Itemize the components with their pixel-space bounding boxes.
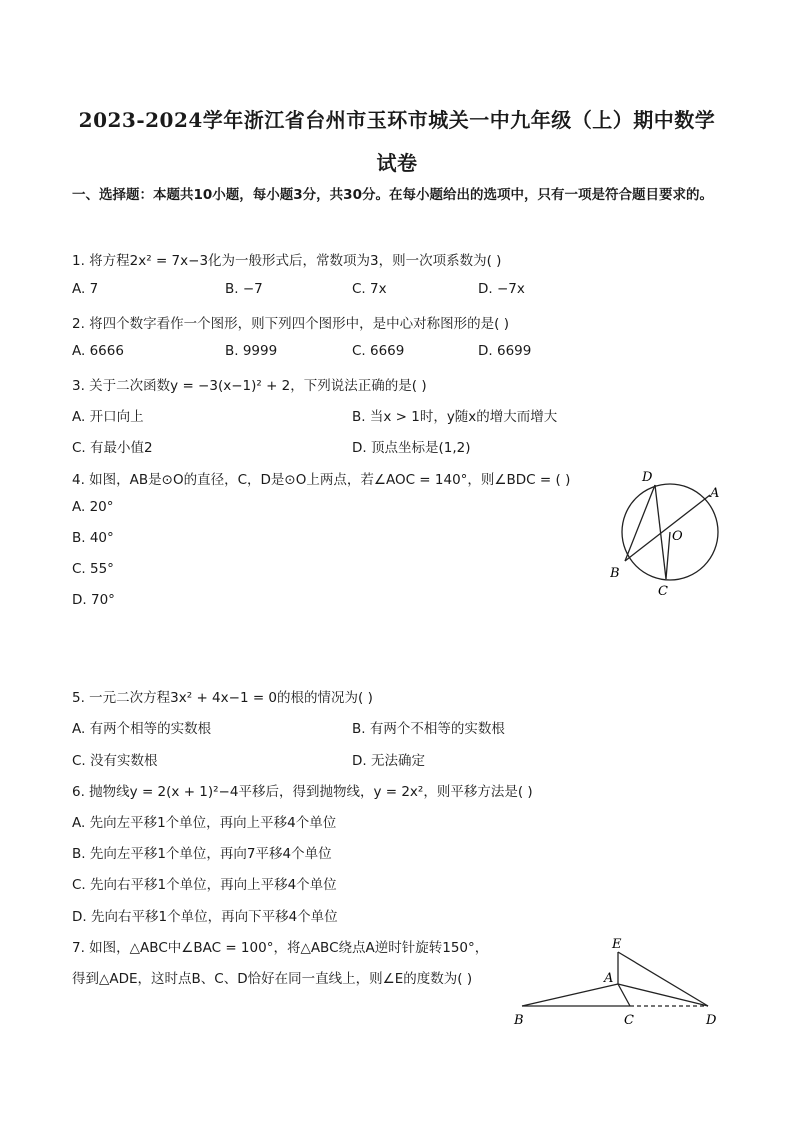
q5-option-a: A. 有两个相等的实数根 [72, 721, 212, 737]
question-5-stem: 5. 一元二次方程3x² + 4x−1 = 0的根的情况为( ) [72, 690, 373, 706]
label-d: D [706, 1013, 717, 1027]
q6-option-b: B. 先向左平移1个单位，再向7平移4个单位 [72, 846, 332, 862]
q3-option-c: C. 有最小值2 [72, 440, 153, 456]
q4-option-d: D. 70° [72, 592, 115, 608]
q4-option-a: A. 20° [72, 499, 114, 515]
exam-title-line1: 2023-2024学年浙江省台州市玉环市城关一中九年级（上）期中数学 [78, 108, 716, 132]
q1-option-d: D. −7x [478, 281, 525, 297]
q2-option-b: B. 9999 [225, 343, 278, 359]
label-a: A [710, 486, 720, 501]
label-a: A [604, 971, 614, 986]
rotation-figure [510, 932, 725, 1027]
circle-figure [610, 465, 740, 600]
label-b: B [610, 566, 620, 581]
section-instructions: 一、选择题：本题共10小题，每小题3分，共30分。在每小题给出的选项中，只有一项是符合题目要求的。 [72, 187, 713, 203]
label-o: O [672, 529, 683, 544]
q2-option-a: A. 6666 [72, 343, 124, 359]
question-7-stem-line2: 得到△ADE，这时点B、C、D恰好在同一直线上，则∠E的度数为( ) [72, 971, 473, 987]
segment-ed [618, 952, 708, 1006]
label-c: C [658, 584, 668, 599]
q4-option-b: B. 40° [72, 530, 114, 546]
segment-ad [618, 984, 708, 1006]
question-7-stem-line1: 7. 如图，△ABC中∠BAC = 100°，将△ABC绕点A逆时针旋转150°， [72, 940, 489, 956]
q3-option-b: B. 当x > 1时，y随x的增大而增大 [352, 409, 558, 425]
q3-option-a: A. 开口向上 [72, 409, 144, 425]
label-c: C [624, 1013, 634, 1027]
q1-option-c: C. 7x [352, 281, 387, 297]
q6-option-a: A. 先向左平移1个单位，再向上平移4个单位 [72, 815, 337, 831]
label-d: D [642, 470, 653, 485]
q6-option-d: D. 先向右平移1个单位，再向下平移4个单位 [72, 909, 338, 925]
q5-option-b: B. 有两个不相等的实数根 [352, 721, 505, 737]
question-4-stem: 4. 如图，AB是⊙O的直径，C，D是⊙O上两点，若∠AOC = 140°，则∠BDC = ( ) [72, 472, 571, 488]
q4-option-c: C. 55° [72, 561, 114, 577]
segment-ba [522, 984, 618, 1006]
q1-option-b: B. −7 [225, 281, 263, 297]
question-2-stem: 2. 将四个数字看作一个图形，则下列四个图形中，是中心对称图形的是( ) [72, 316, 509, 332]
exam-title-line2: 试卷 [376, 151, 418, 175]
label-b: B [514, 1013, 524, 1027]
q5-option-c: C. 没有实数根 [72, 753, 158, 769]
segment-oc [666, 532, 670, 579]
q2-option-c: C. 6669 [352, 343, 405, 359]
q6-option-c: C. 先向右平移1个单位，再向上平移4个单位 [72, 877, 337, 893]
q1-option-a: A. 7 [72, 281, 99, 297]
q3-option-d: D. 顶点坐标是(1,2) [352, 440, 471, 456]
q2-option-d: D. 6699 [478, 343, 532, 359]
q5-option-d: D. 无法确定 [352, 753, 425, 769]
question-6-stem: 6. 抛物线y = 2(x + 1)²−4平移后，得到抛物线，y = 2x²，则平移方法是( ) [72, 784, 533, 800]
question-3-stem: 3. 关于二次函数y = −3(x−1)² + 2，下列说法正确的是( ) [72, 378, 427, 394]
label-e: E [612, 937, 622, 952]
question-1-stem: 1. 将方程2x² = 7x−3化为一般形式后，常数项为3，则一次项系数为( ) [72, 253, 502, 269]
segment-ac [618, 984, 630, 1006]
segment-dc [655, 485, 666, 579]
